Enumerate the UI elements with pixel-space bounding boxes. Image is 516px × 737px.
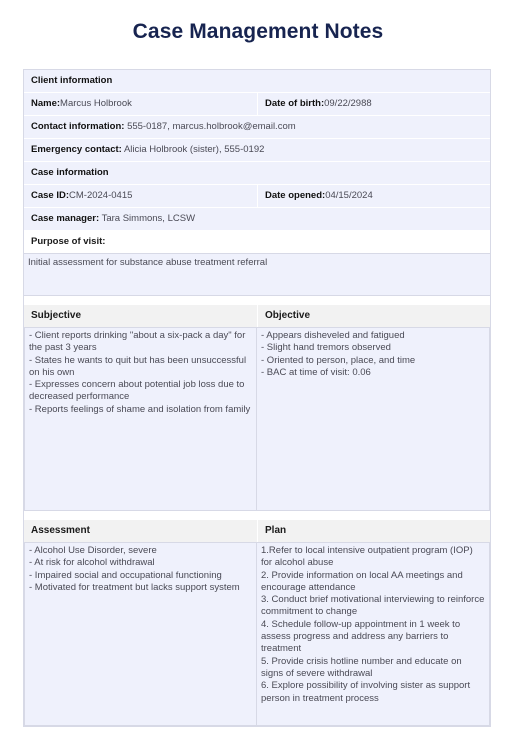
subjective-notes: [24, 327, 257, 511]
client-info-section-header: Client information: [24, 70, 490, 92]
purpose-of-visit-label: Purpose of visit:: [24, 231, 490, 253]
list-item: 6. Explore possibility of involving sister as support person in treatment process: [261, 680, 471, 704]
dob-value: 09/22/2988: [324, 98, 372, 109]
assessment-header: Assessment: [24, 520, 257, 542]
list-item: - States he wants to quit but has been unsuccessful on his own: [29, 354, 247, 378]
case-id-field: [24, 185, 257, 207]
list-item: 4. Schedule follow-up appointment in 1 week to assess progress and address any barriers to treatment: [261, 618, 461, 655]
list-item: - Impaired social and occupational functioning: [29, 569, 222, 581]
list-item: 2. Provide information on local AA meetings and encourage attendance: [261, 569, 463, 593]
list-item: - BAC at time of visit: 0.06: [261, 366, 371, 378]
list-item: 5. Provide crisis hotline number and educate on signs of severe withdrawal: [261, 655, 462, 679]
plan-notes: [257, 542, 490, 726]
name-value: Marcus Holbrook: [60, 98, 132, 109]
name-field: [24, 93, 257, 115]
list-item: - Appears disheveled and fatigued: [261, 330, 405, 341]
list-item: - Oriented to person, place, and time: [261, 354, 416, 366]
case-id-label: Case ID:: [31, 190, 70, 201]
objective-notes: [257, 327, 490, 511]
emergency-contact-field: [24, 139, 490, 161]
case-notes-form: [23, 69, 491, 727]
case-id-value: CM-2024-0415: [69, 190, 133, 201]
list-item: 1.Refer to local intensive outpatient program (IOP) for alcohol abuse: [261, 545, 473, 569]
case-info-section-header: Case information: [24, 162, 490, 184]
list-item: 3. Conduct brief motivational interviewing to reinforce commitment to change: [261, 594, 485, 618]
date-opened-field: [257, 185, 490, 207]
emergency-contact-value: Alicia Holbrook (sister), 555-0192: [123, 144, 265, 155]
page-title: Case Management Notes: [132, 20, 384, 43]
plan-header: Plan: [257, 520, 490, 542]
assessment-notes: [24, 542, 257, 726]
list-item: - Reports feelings of shame and isolation from family: [29, 403, 251, 415]
list-item: - Client reports drinking "about a six-pack a day" for the past 3 years: [29, 330, 246, 354]
case-manager-value: Tara Simmons, LCSW: [101, 213, 196, 224]
name-label: Name:: [31, 98, 61, 109]
list-item: - Motivated for treatment but lacks support system: [29, 581, 240, 593]
list-item: - Slight hand tremors observed: [261, 342, 391, 354]
dob-field: [257, 93, 490, 115]
emergency-contact-label: Emergency contact:: [31, 144, 122, 155]
subjective-header: Subjective: [24, 305, 257, 327]
contact-value: 555-0187, marcus.holbrook@email.com: [127, 121, 296, 132]
list-item: - At risk for alcohol withdrawal: [29, 557, 155, 569]
case-manager-label: Case manager:: [31, 213, 100, 224]
list-item: - Expresses concern about potential job loss due to decreased performance: [29, 379, 245, 403]
date-opened-label: Date opened:: [265, 190, 326, 201]
objective-header: Objective: [257, 305, 490, 327]
purpose-of-visit-value: Initial assessment for substance abuse treatment referral: [24, 253, 490, 296]
list-item: - Alcohol Use Disorder, severe: [29, 545, 157, 556]
contact-label: Contact information:: [31, 121, 125, 132]
case-manager-field: [24, 208, 490, 230]
contact-field: [24, 116, 490, 138]
dob-label: Date of birth:: [265, 98, 325, 109]
date-opened-value: 04/15/2024: [325, 190, 373, 201]
